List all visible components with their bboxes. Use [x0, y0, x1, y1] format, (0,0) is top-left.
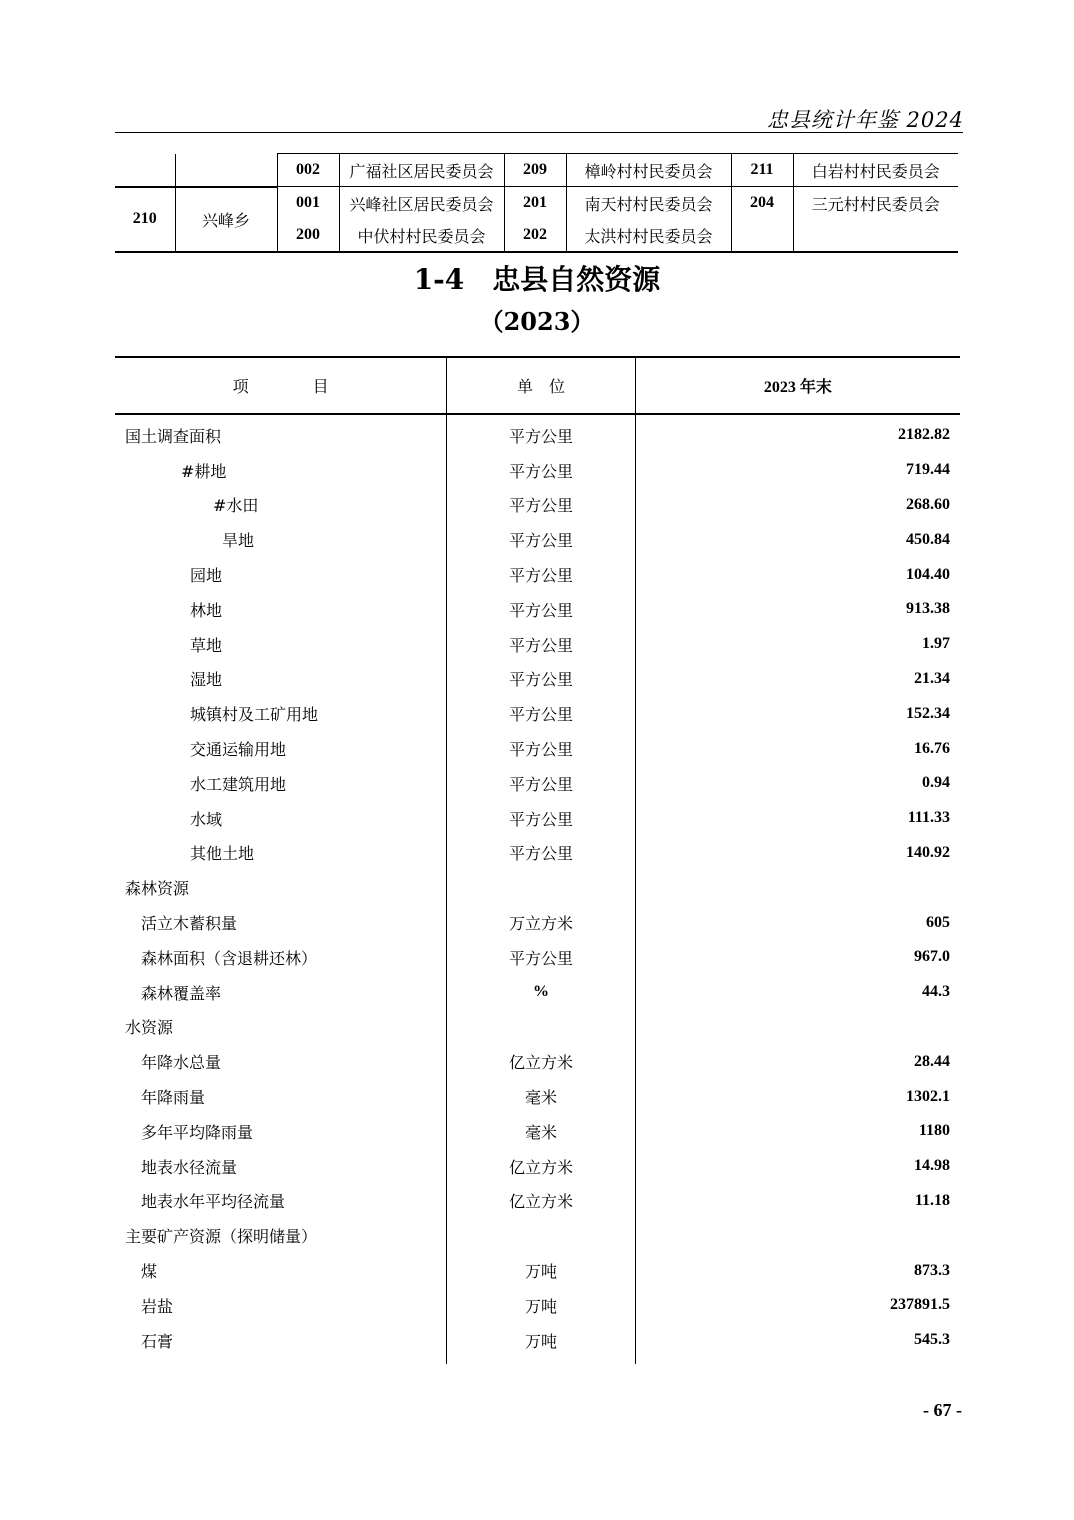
value-cell: 21.34 [914, 669, 951, 687]
township-name: 兴峰乡 [175, 187, 277, 253]
unit-cell: 亿立方米 [508, 1157, 573, 1177]
code-cell: 211 [731, 154, 793, 187]
committee-cell: 南天村村民委员会 [566, 187, 731, 220]
township-cell [175, 154, 277, 187]
value-cell: 450.84 [906, 530, 951, 548]
header-rule [115, 132, 963, 133]
yearbook-header-title: 忠县统计年鉴 2024 [766, 108, 964, 132]
value-cell: 1.97 [922, 635, 951, 653]
unit-cell: 毫米 [524, 1122, 557, 1142]
value-column [635, 415, 960, 1364]
item-cell: 其他土地 [190, 844, 255, 864]
code-cell: 200 [277, 219, 339, 252]
code-cell: 209 [504, 154, 566, 187]
unit-cell [447, 1218, 635, 1253]
item-cell: #水田 [213, 496, 259, 516]
item-cell: 年降水总量 [141, 1053, 222, 1073]
committee-cell: 中伏村村民委员会 [339, 219, 504, 252]
unit-cell: 平方公里 [508, 566, 573, 586]
item-cell: 城镇村及工矿用地 [190, 705, 319, 725]
item-cell: 湿地 [190, 670, 223, 690]
unit-cell: 平方公里 [508, 635, 573, 655]
item-cell: 岩盐 [141, 1296, 174, 1316]
table-subtitle: （2023） [479, 307, 595, 336]
unit-cell: % [533, 983, 549, 1001]
item-column [115, 415, 446, 1364]
item-cell: 水资源 [125, 1018, 174, 1038]
unit-cell: 万吨 [524, 1262, 557, 1282]
item-cell: 森林覆盖率 [141, 983, 222, 1003]
unit-cell: 平方公里 [508, 948, 573, 968]
unit-cell: 平方公里 [508, 809, 573, 829]
item-cell: 草地 [190, 635, 223, 655]
value-cell: 873.3 [914, 1261, 951, 1279]
value-cell: 605 [926, 913, 951, 931]
table-title: 1-4 忠县自然资源 [413, 263, 661, 296]
value-cell: 14.98 [914, 1157, 951, 1175]
code-cell: 001 [277, 187, 339, 220]
continuation-table [115, 153, 958, 253]
unit-cell [447, 1010, 635, 1045]
unit-column [446, 415, 635, 1364]
table-header [115, 356, 960, 415]
value-cell: 11.18 [914, 1191, 951, 1209]
unit-cell: 平方公里 [508, 426, 573, 446]
unit-cell: 平方公里 [508, 496, 573, 516]
value-cell: 16.76 [914, 739, 951, 757]
unit-cell: 平方公里 [508, 531, 573, 551]
committee-cell: 白岩村村民委员会 [793, 154, 958, 187]
value-cell: 0.94 [922, 774, 951, 792]
unit-cell: 万吨 [524, 1331, 557, 1351]
value-cell: 1180 [918, 1122, 951, 1140]
value-cell: 111.33 [907, 809, 951, 827]
table-row [115, 187, 958, 220]
code-cell [115, 154, 175, 187]
natural-resources-table [115, 356, 960, 1364]
item-cell: 年降雨量 [141, 1088, 206, 1108]
item-cell: 水域 [190, 809, 223, 829]
unit-cell: 平方公里 [508, 740, 573, 760]
unit-cell: 平方公里 [508, 670, 573, 690]
item-cell: 林地 [190, 600, 223, 620]
unit-cell: 万立方米 [508, 914, 573, 934]
value-cell: 913.38 [906, 600, 951, 618]
item-cell: 森林面积（含退耕还林） [141, 948, 318, 968]
item-cell: 多年平均降雨量 [141, 1122, 254, 1142]
value-cell: 44.3 [922, 983, 951, 1001]
item-cell: 交通运输用地 [190, 740, 287, 760]
item-cell: #耕地 [181, 461, 227, 481]
unit-cell: 平方公里 [508, 600, 573, 620]
unit-cell [447, 870, 635, 905]
committee-cell [793, 219, 958, 252]
committee-cell: 太洪村村民委员会 [566, 219, 731, 252]
value-cell: 152.34 [906, 704, 951, 722]
item-cell: 地表水年平均径流量 [141, 1192, 286, 1212]
committee-cell: 三元村村民委员会 [793, 187, 958, 220]
item-cell: 国土调查面积 [125, 426, 222, 446]
item-cell: 水工建筑用地 [190, 774, 287, 794]
value-cell [636, 1218, 960, 1253]
value-cell: 104.40 [906, 565, 951, 583]
committee-cell: 樟岭村村民委员会 [566, 154, 731, 187]
item-cell: 活立木蓄积量 [141, 914, 238, 934]
code-cell: 202 [504, 219, 566, 252]
code-cell [731, 219, 793, 252]
item-cell: 旱地 [222, 531, 255, 551]
unit-cell: 平方公里 [508, 774, 573, 794]
unit-cell: 平方公里 [508, 461, 573, 481]
table-row [115, 154, 958, 187]
value-cell: 28.44 [914, 1052, 951, 1070]
value-cell [636, 1010, 960, 1045]
item-cell: 地表水径流量 [141, 1157, 238, 1177]
header-item: 项 目 [232, 377, 329, 396]
unit-cell: 亿立方米 [508, 1192, 573, 1212]
item-cell: 石膏 [141, 1331, 174, 1351]
value-cell: 1302.1 [906, 1087, 951, 1105]
committee-cell: 兴峰社区居民委员会 [339, 187, 504, 220]
unit-cell: 万吨 [524, 1296, 557, 1316]
value-cell: 545.3 [914, 1331, 951, 1349]
value-cell: 2182.82 [898, 426, 951, 444]
value-cell: 719.44 [906, 461, 951, 479]
header-unit: 单 位 [446, 358, 635, 413]
table-body [115, 415, 960, 1364]
code-cell: 002 [277, 154, 339, 187]
unit-cell: 亿立方米 [508, 1053, 573, 1073]
value-cell: 967.0 [914, 948, 951, 966]
committee-cell: 广福社区居民委员会 [339, 154, 504, 187]
unit-cell: 平方公里 [508, 705, 573, 725]
township-code: 210 [115, 187, 175, 253]
item-cell: 主要矿产资源（探明储量） [125, 1227, 318, 1247]
item-cell: 森林资源 [125, 879, 190, 899]
header-value: 2023 年末 [635, 358, 960, 413]
unit-cell: 毫米 [524, 1088, 557, 1108]
page-number: - 67 - [923, 1400, 962, 1420]
item-cell: 煤 [141, 1262, 158, 1282]
value-cell: 268.60 [906, 495, 951, 513]
code-cell: 201 [504, 187, 566, 220]
item-cell: 园地 [190, 566, 223, 586]
value-cell [636, 870, 960, 905]
value-cell: 140.92 [906, 843, 951, 861]
unit-cell: 平方公里 [508, 844, 573, 864]
value-cell: 237891.5 [890, 1296, 951, 1314]
code-cell: 204 [731, 187, 793, 220]
